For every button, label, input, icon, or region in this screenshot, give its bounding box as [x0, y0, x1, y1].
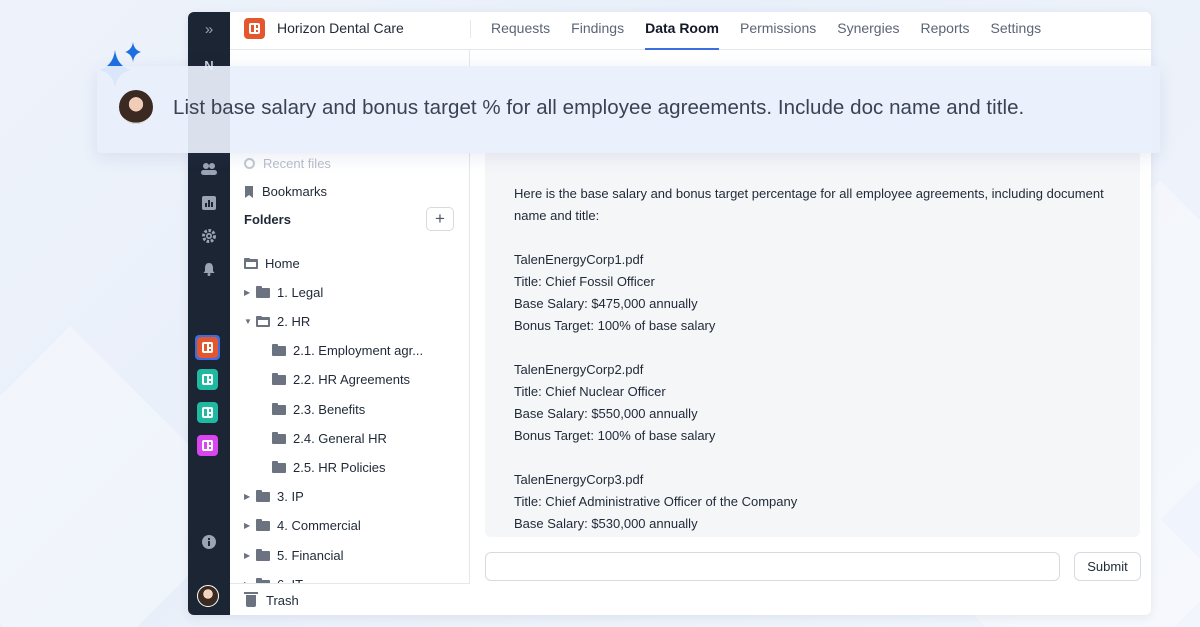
folders-heading: Folders — [244, 212, 291, 227]
tab-bar — [491, 12, 1062, 50]
tree-item[interactable] — [244, 489, 304, 504]
folder-icon — [272, 346, 286, 356]
chevron-down-icon[interactable]: ▼ — [244, 317, 252, 326]
expand-icon[interactable]: » — [204, 21, 214, 38]
tab-data-room[interactable]: Data Room — [645, 12, 729, 50]
user-avatar[interactable] — [197, 585, 219, 607]
chevron-right-icon[interactable]: ▶ — [244, 492, 251, 501]
chat-response-panel — [485, 150, 1140, 537]
gear-icon[interactable] — [188, 229, 230, 247]
folder-icon — [272, 434, 286, 444]
tree-item-label: Home — [265, 256, 300, 271]
tree-item-label: 2.5. HR Policies — [293, 460, 386, 475]
tab-requests[interactable]: Requests — [491, 20, 551, 36]
project-icon[interactable] — [197, 435, 218, 456]
folder-icon — [256, 551, 270, 561]
trash-icon — [246, 595, 256, 607]
project-icon[interactable] — [197, 369, 218, 390]
folder-icon — [256, 492, 270, 502]
tree-item[interactable] — [244, 518, 361, 533]
tree-item-label: 2.3. Benefits — [293, 402, 366, 417]
sidebar-footer — [230, 583, 470, 615]
tree-item[interactable] — [272, 372, 410, 387]
tree-item-label: 1. Legal — [277, 285, 324, 300]
recent-files-label: Recent files — [263, 156, 331, 171]
tree-item-home[interactable] — [244, 256, 300, 271]
trash-link[interactable] — [246, 593, 299, 608]
chevron-right-icon[interactable]: ▶ — [244, 288, 251, 297]
tree-item-label: 2. HR — [277, 314, 311, 329]
tab-permissions[interactable]: Permissions — [739, 20, 817, 36]
tab-reports[interactable]: Reports — [920, 20, 970, 36]
tree-item-label: 4. Commercial — [277, 518, 361, 533]
tree-item-label: 5. Financial — [277, 548, 344, 563]
tree-item-label: 3. IP — [277, 489, 304, 504]
folder-open-icon — [244, 259, 258, 269]
info-icon[interactable] — [188, 535, 230, 553]
folder-icon — [272, 463, 286, 473]
clock-icon — [244, 158, 255, 169]
add-folder-button[interactable]: + — [426, 207, 454, 231]
chevron-right-icon[interactable]: ▶ — [244, 521, 251, 530]
folder-open-icon — [256, 317, 270, 327]
tree-item[interactable] — [244, 548, 343, 563]
prompt-text: List base salary and bonus target % for all employee agreements. Include doc name and title. — [173, 96, 1025, 119]
tree-item[interactable] — [272, 402, 365, 417]
bookmarks-link[interactable] — [244, 184, 327, 199]
tree-item[interactable] — [272, 460, 385, 475]
project-icon-active[interactable] — [195, 335, 220, 360]
tab-synergies[interactable]: Synergies — [837, 20, 900, 36]
bell-icon[interactable] — [188, 262, 230, 280]
tab-settings[interactable]: Settings — [990, 20, 1042, 36]
tree-item-label: 2.2. HR Agreements — [293, 372, 411, 387]
chart-icon[interactable] — [188, 196, 230, 214]
chat-input[interactable] — [485, 552, 1060, 581]
prompt-banner — [97, 66, 1160, 153]
folder-icon — [272, 405, 286, 415]
workspace-logo-icon[interactable] — [244, 18, 265, 39]
workspace-name[interactable]: Horizon Dental Care — [277, 20, 404, 36]
bookmarks-label: Bookmarks — [262, 184, 328, 199]
tree-item-label: 2.1. Employment agr... — [293, 343, 424, 358]
chevron-right-icon[interactable]: ▶ — [244, 551, 251, 560]
tree-item-label: 2.4. General HR — [293, 431, 387, 446]
tab-findings[interactable]: Findings — [571, 20, 625, 36]
tree-item[interactable] — [244, 314, 310, 329]
recent-files-link[interactable] — [244, 156, 331, 171]
trash-label: Trash — [266, 593, 299, 608]
tree-item[interactable] — [272, 343, 423, 358]
submit-button[interactable]: Submit — [1074, 552, 1141, 581]
folder-icon — [256, 521, 270, 531]
tree-item[interactable] — [272, 431, 387, 446]
assistant-message: Here is the base salary and bonus target percentage for all employee agreements, including document name and title: TalenEnergyCorp1.pdf Title: Chief Fossil Officer Base Salary: $475,000 annually Bonus Target: 100% of base salary TalenEnergyCorp2.pdf Title: Chief Nuclear Officer Base Salary: $550,000 annually Bonus Target: 100% of base salary TalenEnergyCorp3.pdf Title: Chief Administrative Officer of the Company Base Salary: $530,000 annually — [514, 186, 1104, 531]
bookmark-icon — [244, 186, 254, 198]
top-nav — [230, 12, 1151, 50]
project-icon-tile — [197, 337, 218, 358]
folder-icon — [272, 375, 286, 385]
project-icon[interactable] — [197, 402, 218, 423]
user-avatar — [119, 90, 153, 124]
tree-item[interactable] — [244, 285, 323, 300]
divider — [470, 20, 471, 38]
users-icon[interactable] — [188, 162, 230, 180]
folder-icon — [256, 288, 270, 298]
